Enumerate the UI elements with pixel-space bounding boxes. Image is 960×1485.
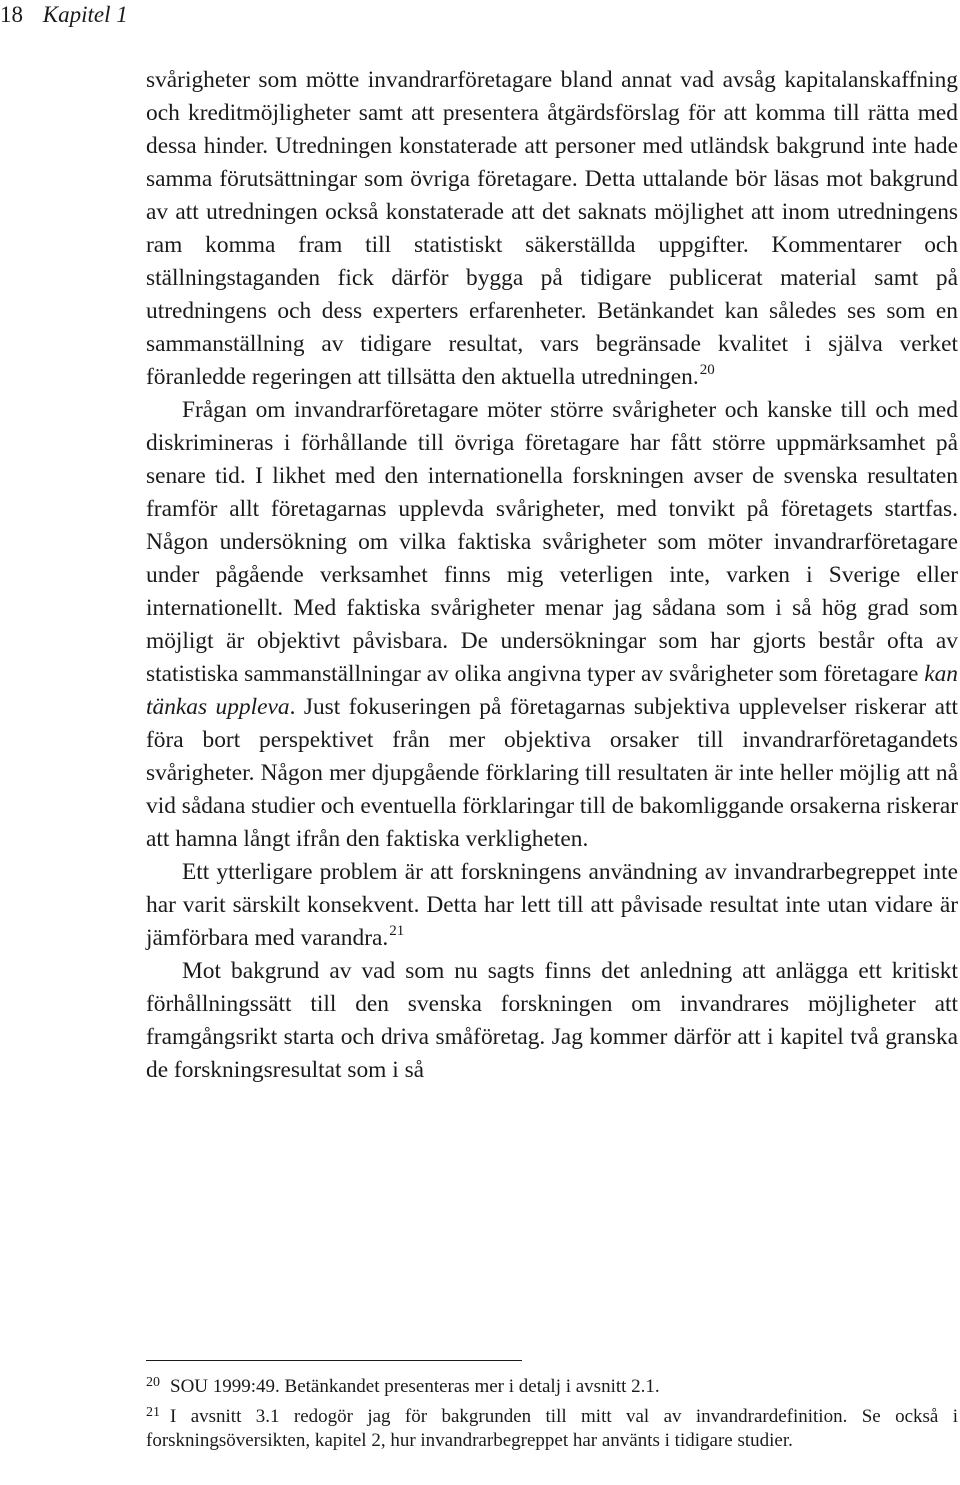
- paragraph-2-text-continued: . Just fokuseringen på företagarnas subjektiva upplevelser riskerar att föra bort perspektivet från mer objektiva orsaker till invandrarföretagandets svårigheter. Någon mer djupgående förklaring till resultaten är inte heller möjlig att nå vid sådana studier och eventuella förklaringar till de bakomliggande orsakerna riskerar att hamna långt ifrån den faktiska verkligheten.: [146, 694, 958, 852]
- footnote-text: SOU 1999:49. Betänkandet presenteras mer i detalj i avsnitt 2.1.: [170, 1376, 660, 1397]
- paragraph-3-text: Ett ytterligare problem är att forskningens användning av invandrarbegreppet inte har varit särskilt konsekvent. Detta har lett till att påvisade resultat inte utan vidare är jämförbara med varandra.: [146, 859, 958, 951]
- paragraph-1-text: svårigheter som mötte invandrarföretagare bland annat vad avsåg kapitalanskaffning och kreditmöjligheter samt att presentera åtgärdsförslag för att komma till rätta med dessa hinder. Utredningen konstaterade att personer med utländsk bakgrund inte hade samma förutsättningar som övriga företagare. Detta uttalande bör läsas mot bakgrund av att utredningen också konstaterade att det saknats möjlighet att inom utredningens ram komma fram till statistiskt säkerställda uppgifter. Kommentarer och ställningstaganden fick därför bygga på tidigare publicerat material samt på utredningens och dess experters erfarenheter. Betänkandet kan således ses som en sammanställning av tidigare resultat, vars begränsade kvalitet i själva verket föranledde regeringen att tillsätta den aktuella utredningen.: [146, 67, 958, 390]
- chapter-label: Kapitel 1: [42, 2, 128, 27]
- paragraph-4: [146, 955, 958, 1087]
- footnote-reference: 21: [389, 923, 405, 939]
- body-text: [146, 64, 958, 1087]
- footnote-separator: [146, 1360, 522, 1361]
- footnote-number: 21: [146, 1405, 160, 1420]
- footnote: [146, 1405, 958, 1453]
- paragraph-3: [146, 856, 958, 955]
- footnote: [146, 1375, 958, 1399]
- footnote-number: 20: [146, 1375, 160, 1390]
- page-number: 18: [0, 2, 23, 27]
- footnote-text: I avsnitt 3.1 redogör jag för bakgrunden till mitt val av invandrardefinition. Se också i forskningsöversikten, kapitel 2, hur invandrarbegreppet har använts i tidigare studier.: [146, 1406, 958, 1451]
- paragraph-4-text: Mot bakgrund av vad som nu sagts finns det anledning att anlägga ett kritiskt förhållningssätt till den svenska forskningen om invandrares möjligheter att framgångsrikt starta och driva småföretag. Jag kommer därför att i kapitel två granska de forskningsresultat som i så: [146, 958, 958, 1083]
- running-header: [0, 0, 128, 30]
- footnote-reference: 20: [699, 362, 715, 378]
- paragraph-2-emphasis: kan tänkas uppleva: [146, 661, 958, 720]
- paragraph-2: [146, 394, 958, 856]
- footnotes: [146, 1375, 958, 1459]
- paragraph-1: [146, 64, 958, 394]
- paragraph-2-text: Frågan om invandrarföretagare möter större svårigheter och kanske till och med diskrimineras i förhållande till övriga företagare har fått större uppmärksamhet på senare tid. I likhet med den internationella forskningen avser de svenska resultaten framför allt företagarnas upplevda svårigheter, med tonvikt på företagets startfas. Någon undersökning om vilka faktiska svårigheter som möter invandrarföretagare under pågående verksamhet finns mig veterligen inte, varken i Sverige eller internationellt. Med faktiska svårigheter menar jag sådana som i så hög grad som möjligt är objektivt påvisbara. De undersökningar som har gjorts består ofta av statistiska sammanställningar av olika angivna typer av svårigheter som företagare: [146, 397, 958, 687]
